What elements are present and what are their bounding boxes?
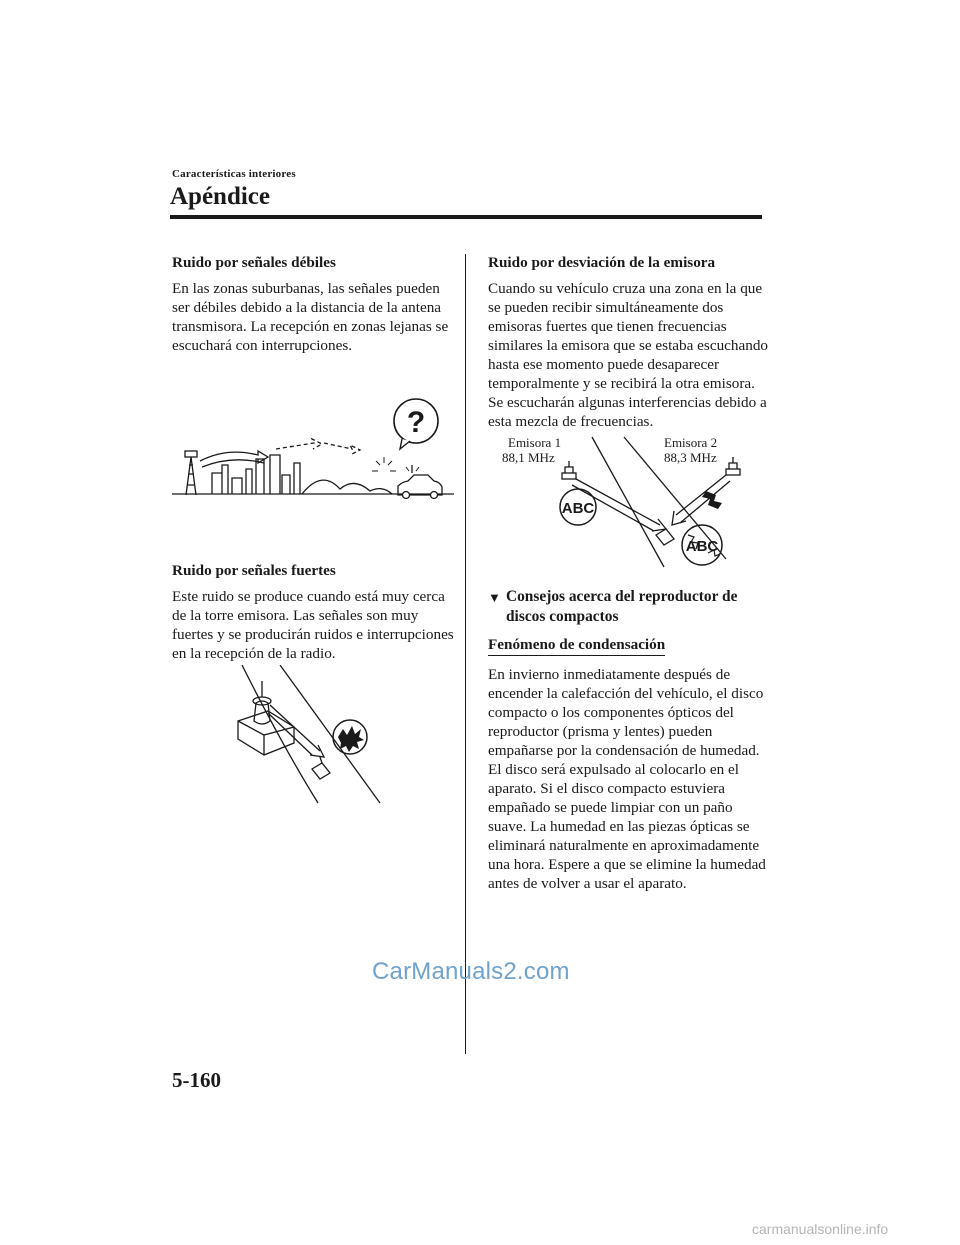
drift-body: Cuando su vehículo cruza una zona en la que se pueden recibir simultáneamente dos emisoras fuertes que tienen frecuencias similares la emisora que se estaba escuchando hasta ese momento puede desaparecer temporalmente y se recibirá la otra emisora. Se escucharán algunas interferencias debido a esta mezcla de frecuencias. [488, 280, 769, 430]
abc-label-left: ABC [561, 500, 595, 517]
condensation-body: En invierno inmediatamente después de encender la calefacción del vehículo, el disco compacto o los componentes ópticos del reproductor (prisma y lentes) pueden empañarse por la condensación de humedad. El disco será expulsado al colocarlo en el aparato. Si el disco compacto estuviera empañado se puede limpiar con un paño suave. La humedad en las piezas ópticas se eliminará naturalmente en aproximadamente una hora. Espere a que se elimine la humedad antes de volver a usar el aparato. [488, 666, 766, 892]
cd-tips-heading-text: Consejos acerca del reproductor de discos compactos [506, 588, 738, 625]
weak-signal-illustration [172, 377, 454, 527]
footer-watermark: carmanualsonline.info [752, 1221, 889, 1237]
right-column [488, 253, 770, 893]
page-number: 5-160 [172, 1068, 221, 1092]
station1-freq: 88,1 MHz [502, 450, 555, 465]
strong-signal-illustration [172, 665, 454, 815]
svg-text:?: ? [406, 406, 426, 439]
page-title: Apéndice [170, 183, 270, 210]
weak-signal-heading: Ruido por señales débiles [172, 254, 336, 271]
station1-name: Emisora 1 [508, 435, 562, 450]
drift-heading: Ruido por desviación de la emisora [488, 254, 716, 271]
weak-signal-body: En las zonas suburbanas, las señales pueden ser débiles debido a la distancia de la antena transmisora. La recepción en zonas lejanas se escuchará con interrupciones. [172, 280, 449, 354]
abc-label-right: ABC [685, 538, 719, 555]
triangle-bullet-icon: ▼ [488, 590, 501, 605]
cd-tips-heading [488, 587, 770, 627]
section-label: Características interiores [172, 168, 296, 180]
two-stations-illustration [488, 433, 770, 577]
watermark-logo: CarManuals2.com [372, 958, 570, 985]
condensation-subheading: Fenómeno de condensación [488, 635, 665, 656]
strong-signal-heading: Ruido por señales fuertes [172, 562, 336, 579]
left-column [172, 253, 454, 815]
station2-freq: 88,3 MHz [664, 450, 717, 465]
title-rule [170, 215, 762, 219]
column-divider [465, 254, 466, 1054]
strong-signal-body: Este ruido se produce cuando está muy cerca de la torre emisora. Las señales son muy fuertes y se producirán ruidos e interrupciones en la recepción de la radio. [172, 588, 454, 662]
station2-name: Emisora 2 [664, 435, 718, 450]
